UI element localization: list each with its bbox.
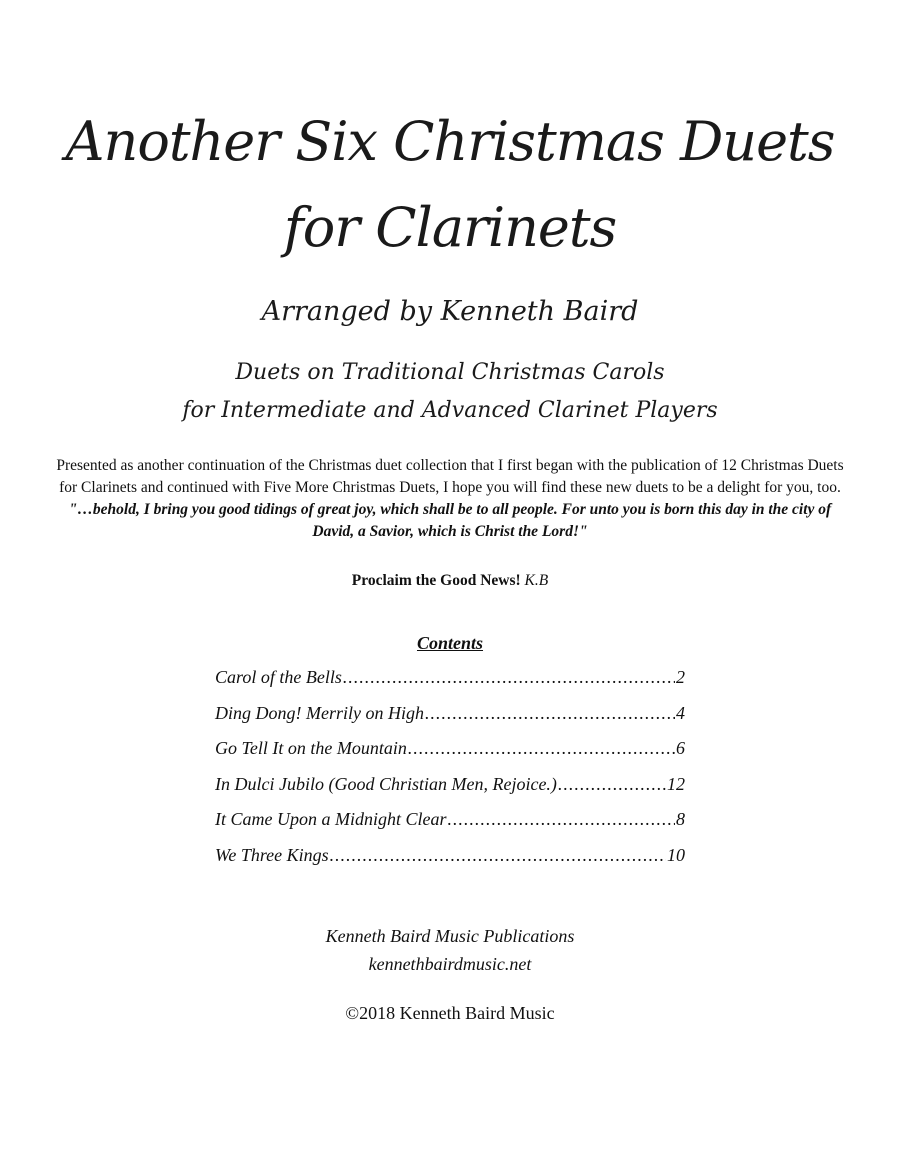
intro-paragraph [50, 455, 850, 543]
publisher-website[interactable]: kennethbairdmusic.net [368, 954, 532, 974]
toc-entry [215, 774, 685, 810]
toc-entry-page: 4 [676, 702, 685, 723]
toc-entry-page: 8 [676, 809, 685, 829]
toc-entry-title: Carol of the Bells [215, 667, 342, 687]
toc-entry-page: 2 [676, 667, 685, 687]
subtitle-line-1: Duets on Traditional Christmas Carols [235, 360, 665, 385]
intro-text: Presented as another continuation of the Christmas duet collection that I first began with the publication of 12 Christmas Duets for Clarinets and continued with Five More Christmas Duets, I hope you will find these new duets to be a delight for you, too. [56, 457, 844, 496]
toc-leader-dots [343, 667, 675, 688]
toc-entry-title: Go Tell It on the Mountain [215, 738, 407, 758]
toc-leader-dots [408, 738, 675, 759]
arranger-credit: Arranged by Kenneth Baird [261, 296, 639, 327]
toc-entry [215, 738, 685, 774]
title-line-1: Another Six Christmas Duets [65, 110, 835, 173]
toc-entry [215, 845, 685, 881]
table-of-contents [215, 667, 685, 880]
toc-entry-page: 10 [667, 844, 685, 865]
author-initials: K.B [524, 572, 549, 589]
proclaim-line [0, 572, 900, 590]
publisher-block [0, 922, 900, 978]
scripture-quote: "…behold, I bring you good tidings of great joy, which shall be to all people. For unto you is born this day in the city of David, a Savior, which is Christ the Lord!" [68, 501, 832, 540]
toc-entry-page: 6 [676, 738, 685, 758]
subtitle-line-2: for Intermediate and Advanced Clarinet Players [182, 398, 718, 423]
toc-leader-dots [448, 809, 676, 830]
publisher-name: Kenneth Baird Music Publications [325, 926, 575, 946]
copyright-notice: ©2018 Kenneth Baird Music [345, 1003, 555, 1023]
toc-entry-title: Ding Dong! Merrily on High [215, 702, 424, 723]
toc-entry-page: 12 [667, 773, 685, 794]
toc-entry [215, 809, 685, 845]
toc-leader-dots [558, 774, 666, 795]
toc-entry [215, 667, 685, 703]
toc-leader-dots [330, 845, 666, 866]
contents-heading: Contents [416, 633, 484, 653]
toc-entry-title: It Came Upon a Midnight Clear [215, 809, 447, 829]
toc-entry [215, 703, 685, 739]
proclaim-text: Proclaim the Good News! [351, 572, 521, 589]
toc-leader-dots [425, 703, 675, 724]
toc-entry-title: In Dulci Jubilo (Good Christian Men, Rejoice.) [215, 773, 557, 794]
toc-entry-title: We Three Kings [215, 844, 329, 865]
title-line-2: for Clarinets [283, 196, 617, 259]
